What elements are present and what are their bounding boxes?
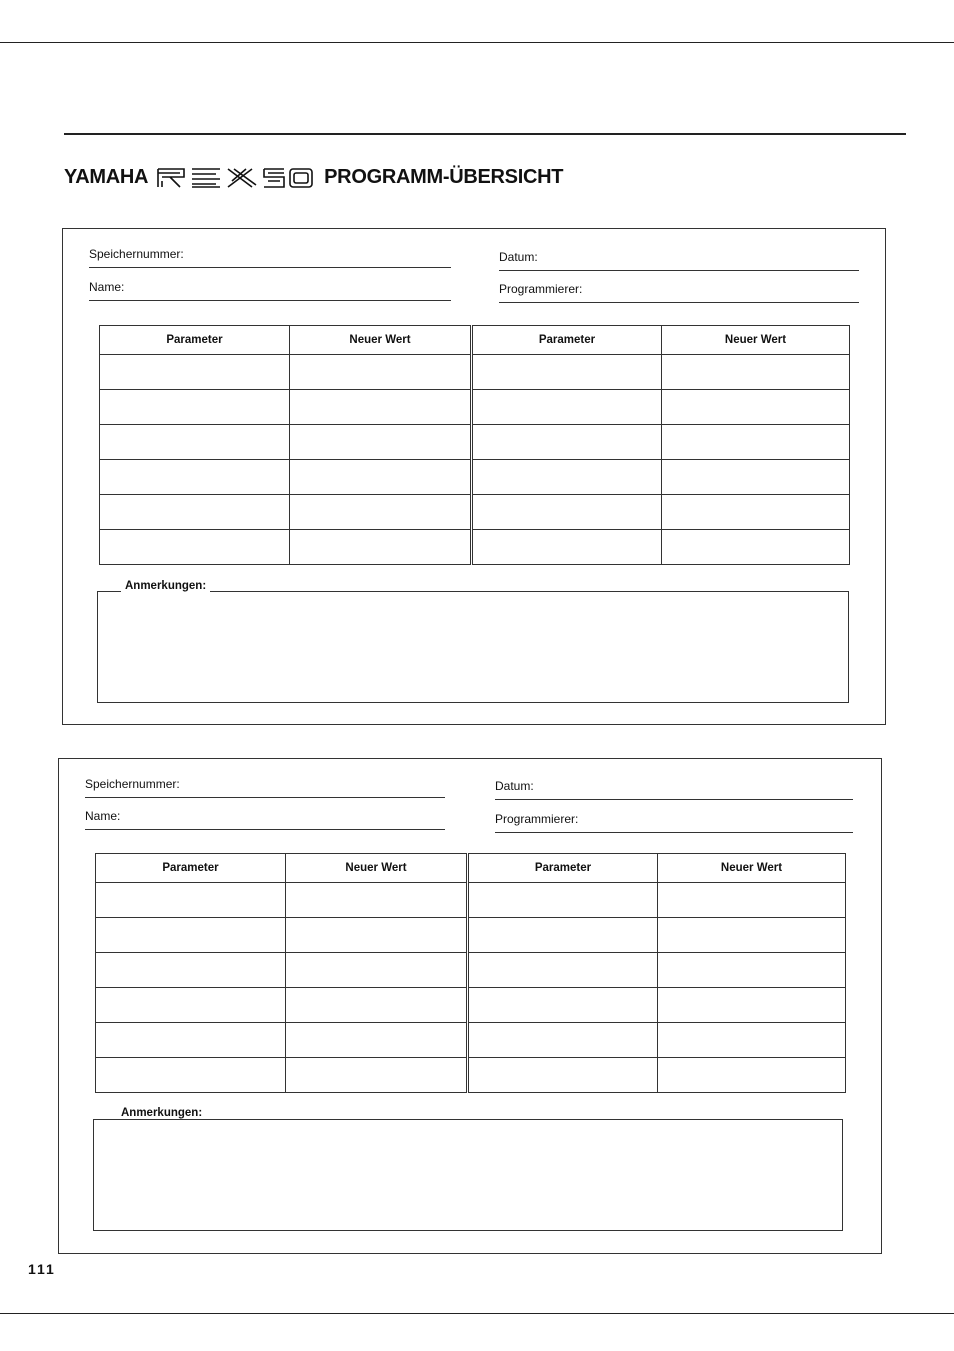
top-border-line xyxy=(0,42,954,43)
table-row xyxy=(96,883,846,918)
table-cell[interactable] xyxy=(100,425,290,460)
program-sheet-1 xyxy=(62,228,886,725)
table-cell[interactable] xyxy=(290,425,472,460)
table-cell[interactable] xyxy=(662,460,850,495)
parameter-table-1 xyxy=(99,325,850,565)
table-cell[interactable] xyxy=(658,988,846,1023)
programmer-field-1[interactable] xyxy=(499,280,859,303)
table-row xyxy=(96,1023,846,1058)
name-label: Name: xyxy=(89,280,125,294)
parameter-table-2 xyxy=(95,853,846,1093)
col-parameter: Parameter xyxy=(96,854,286,883)
table-cell[interactable] xyxy=(100,355,290,390)
table-cell[interactable] xyxy=(286,918,468,953)
col-parameter: Parameter xyxy=(100,326,290,355)
col-new-value: Neuer Wert xyxy=(290,326,472,355)
page-title xyxy=(64,162,563,192)
table-cell[interactable] xyxy=(472,355,662,390)
programmer-label: Programmierer: xyxy=(499,282,583,296)
name-label: Name: xyxy=(85,809,121,823)
table-cell[interactable] xyxy=(472,460,662,495)
table-cell[interactable] xyxy=(290,495,472,530)
table-cell[interactable] xyxy=(472,425,662,460)
date-label: Datum: xyxy=(495,779,534,793)
table-cell[interactable] xyxy=(96,918,286,953)
name-field-2[interactable] xyxy=(85,807,445,830)
date-field-2[interactable] xyxy=(495,777,853,800)
table-row xyxy=(96,1058,846,1093)
notes-label-1: Anmerkungen: xyxy=(121,580,210,592)
memory-label: Speichernummer: xyxy=(89,247,184,261)
page-heading: PROGRAMM-ÜBERSICHT xyxy=(324,165,564,188)
table-cell[interactable] xyxy=(468,953,658,988)
table-cell[interactable] xyxy=(286,1023,468,1058)
brand-name: YAMAHA xyxy=(64,165,149,188)
table-cell[interactable] xyxy=(286,988,468,1023)
table-cell[interactable] xyxy=(290,530,472,565)
table-cell[interactable] xyxy=(96,988,286,1023)
page-number: 111 xyxy=(28,1261,56,1277)
memory-field-2[interactable] xyxy=(85,775,445,798)
table-cell[interactable] xyxy=(658,953,846,988)
table-cell[interactable] xyxy=(662,355,850,390)
program-sheet-2 xyxy=(58,758,882,1254)
table-header-row xyxy=(100,326,850,355)
table-cell[interactable] xyxy=(472,530,662,565)
table-cell[interactable] xyxy=(96,1058,286,1093)
col-parameter: Parameter xyxy=(472,326,662,355)
programmer-label: Programmierer: xyxy=(495,812,579,826)
table-cell[interactable] xyxy=(468,1023,658,1058)
table-cell[interactable] xyxy=(100,390,290,425)
table-row xyxy=(100,460,850,495)
table-cell[interactable] xyxy=(472,390,662,425)
col-new-value: Neuer Wert xyxy=(658,854,846,883)
table-cell[interactable] xyxy=(290,460,472,495)
table-cell[interactable] xyxy=(100,530,290,565)
name-field-1[interactable] xyxy=(89,278,451,301)
memory-field-1[interactable] xyxy=(89,245,451,268)
programmer-field-2[interactable] xyxy=(495,810,853,833)
rex50-logo xyxy=(156,165,316,189)
table-cell[interactable] xyxy=(658,883,846,918)
table-cell[interactable] xyxy=(658,1023,846,1058)
table-cell[interactable] xyxy=(662,390,850,425)
table-row xyxy=(96,918,846,953)
table-row xyxy=(100,355,850,390)
col-parameter: Parameter xyxy=(468,854,658,883)
table-cell[interactable] xyxy=(286,1058,468,1093)
notes-box-1[interactable] xyxy=(97,591,849,703)
memory-label: Speichernummer: xyxy=(85,777,180,791)
col-new-value: Neuer Wert xyxy=(662,326,850,355)
table-header-row xyxy=(96,854,846,883)
table-cell[interactable] xyxy=(96,883,286,918)
table-cell[interactable] xyxy=(290,355,472,390)
table-cell[interactable] xyxy=(286,953,468,988)
table-row xyxy=(100,495,850,530)
table-cell[interactable] xyxy=(100,495,290,530)
date-field-1[interactable] xyxy=(499,248,859,271)
notes-box-2[interactable] xyxy=(93,1119,843,1231)
bottom-border-line xyxy=(0,1313,954,1314)
table-cell[interactable] xyxy=(662,530,850,565)
notes-label-2: Anmerkungen: xyxy=(117,1107,206,1119)
table-cell[interactable] xyxy=(468,988,658,1023)
table-cell[interactable] xyxy=(468,1058,658,1093)
table-cell[interactable] xyxy=(96,1023,286,1058)
table-cell[interactable] xyxy=(290,390,472,425)
table-cell[interactable] xyxy=(468,883,658,918)
table-cell[interactable] xyxy=(96,953,286,988)
table-row xyxy=(100,530,850,565)
date-label: Datum: xyxy=(499,250,538,264)
table-cell[interactable] xyxy=(658,918,846,953)
table-cell[interactable] xyxy=(100,460,290,495)
table-row xyxy=(96,988,846,1023)
table-cell[interactable] xyxy=(662,495,850,530)
table-row xyxy=(100,390,850,425)
table-row xyxy=(96,953,846,988)
table-cell[interactable] xyxy=(468,918,658,953)
header-rule xyxy=(64,133,906,135)
table-cell[interactable] xyxy=(658,1058,846,1093)
table-cell[interactable] xyxy=(662,425,850,460)
table-cell[interactable] xyxy=(286,883,468,918)
col-new-value: Neuer Wert xyxy=(286,854,468,883)
table-row xyxy=(100,425,850,460)
table-cell[interactable] xyxy=(472,495,662,530)
